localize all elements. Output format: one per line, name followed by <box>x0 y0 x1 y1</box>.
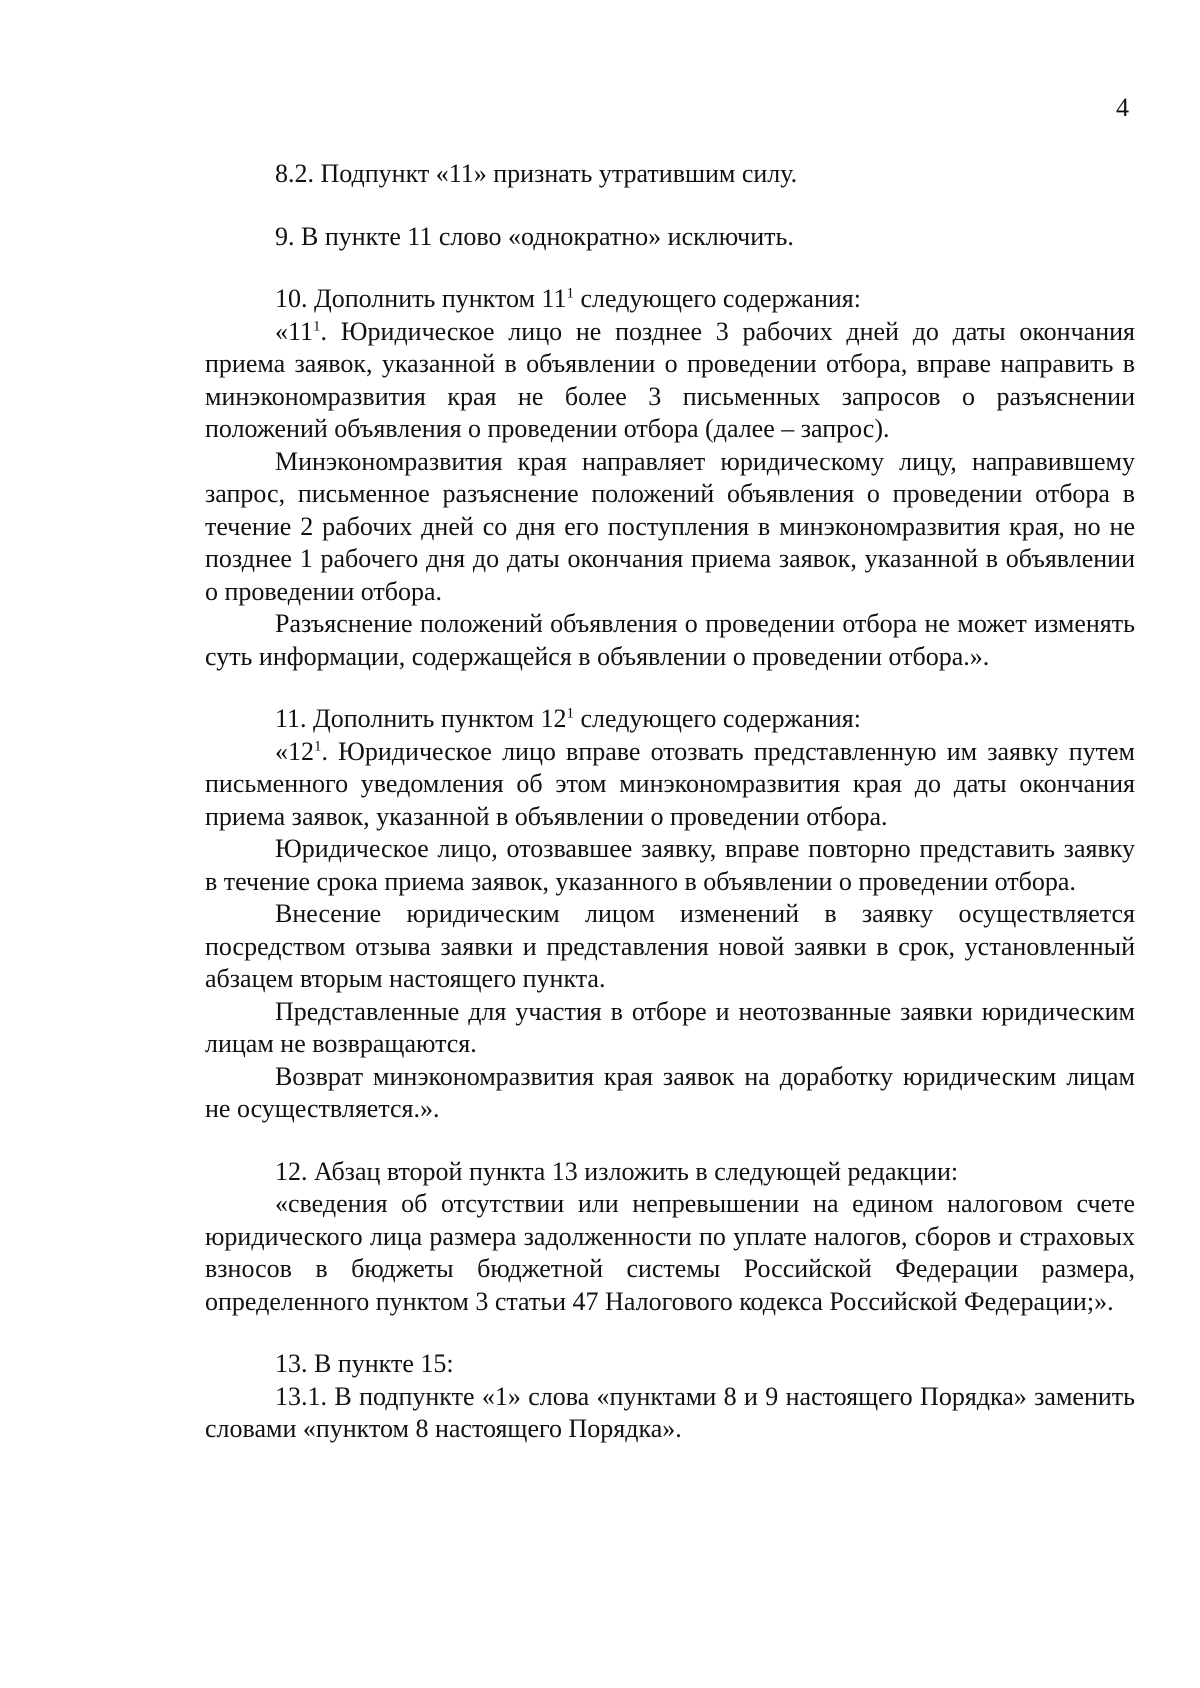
text-fragment: следующего содержания: <box>573 284 861 313</box>
paragraph-12-heading: 12. Абзац второй пункта 13 изложить в следующей редакции: <box>275 1156 959 1186</box>
text-fragment: 11. Дополнить пунктом 12 <box>275 704 567 733</box>
text-fragment: 10. Дополнить пунктом 11 <box>275 284 567 313</box>
superscript: 1 <box>566 705 574 722</box>
text-fragment: «11 <box>275 316 314 346</box>
text-fragment: следующего содержания: <box>573 704 861 733</box>
paragraph-12-1-not-returned: Представленные для участия в отборе и неотозванные заявки юридическим лицам не возвращаются. <box>205 996 1135 1058</box>
text-fragment: . Юридическое лицо вправе отозвать представленную им заявку путем письменного уведомления об этом минэкономразвития края до даты окончания приема заявок, указанной в объявлении о проведении отбора. <box>205 736 1135 831</box>
paragraph-12-1-text <box>205 736 1135 834</box>
superscript: 1 <box>566 285 574 302</box>
text-fragment: «12 <box>275 736 314 766</box>
paragraph-12-text: «сведения об отсутствии или непревышении на едином налоговом счете юридического лица размера задолженности по уплате налогов, сборов и страховых взносов в бюджеты бюджетной системы Российской Федерации размера, определенного пунктом 3 статьи 47 Налогового кодекса Российской Федерации;». <box>205 1189 1135 1316</box>
paragraph-11-1-limit: Разъяснение положений объявления о проведении отбора не может изменять суть информации, содержащейся в объявлении о проведении отбора.». <box>205 609 1135 671</box>
page-number: 4 <box>1116 93 1129 122</box>
paragraph-13-1: 13.1. В подпункте «1» слова «пунктами 8 и 9 настоящего Порядка» заменить словами «пунктом 8 настоящего Порядка». <box>205 1381 1135 1443</box>
paragraph-12-1-resubmit: Юридическое лицо, отозвавшее заявку, вправе повторно представить заявку в течение срока приема заявок, указанного в объявлении о проведении отбора. <box>205 834 1135 896</box>
superscript: 1 <box>313 317 321 334</box>
paragraph-11-heading <box>205 703 1135 736</box>
paragraph-12-1-changes: Внесение юридическим лицом изменений в заявку осуществляется посредством отзыва заявки и представления новой заявки в срок, установленный абзацем вторым настоящего пункта. <box>205 899 1135 993</box>
paragraph-9: 9. В пункте 11 слово «однократно» исключить. <box>275 221 794 251</box>
superscript: 1 <box>314 737 322 754</box>
text-fragment: . Юридическое лицо не позднее 3 рабочих дней до даты окончания приема заявок, указанной в объявлении о проведении отбора, вправе направить в минэкономразвития края не более 3 письменных запросов о разъяснении положений объявления о проведении отбора (далее – запрос). <box>205 316 1135 443</box>
paragraph-13-heading: 13. В пункте 15: <box>275 1349 454 1378</box>
paragraph-10-heading <box>205 283 1135 316</box>
paragraph-12-1-no-revision: Возврат минэкономразвития края заявок на доработку юридическим лицам не осуществляется.». <box>205 1061 1135 1123</box>
document-body <box>205 158 1135 1446</box>
paragraph-8-2: 8.2. Подпункт «11» признать утратившим силу. <box>275 159 798 188</box>
paragraph-11-1-text <box>205 316 1135 446</box>
paragraph-11-1-clarification: Минэкономразвития края направляет юридическому лицу, направившему запрос, письменное разъяснение положений объявления о проведении отбора в течение 2 рабочих дней со дня его поступления в минэкономразвития края, но не позднее 1 рабочего дня до даты окончания приема заявок, указанной в объявлении о проведении отбора. <box>205 446 1135 606</box>
